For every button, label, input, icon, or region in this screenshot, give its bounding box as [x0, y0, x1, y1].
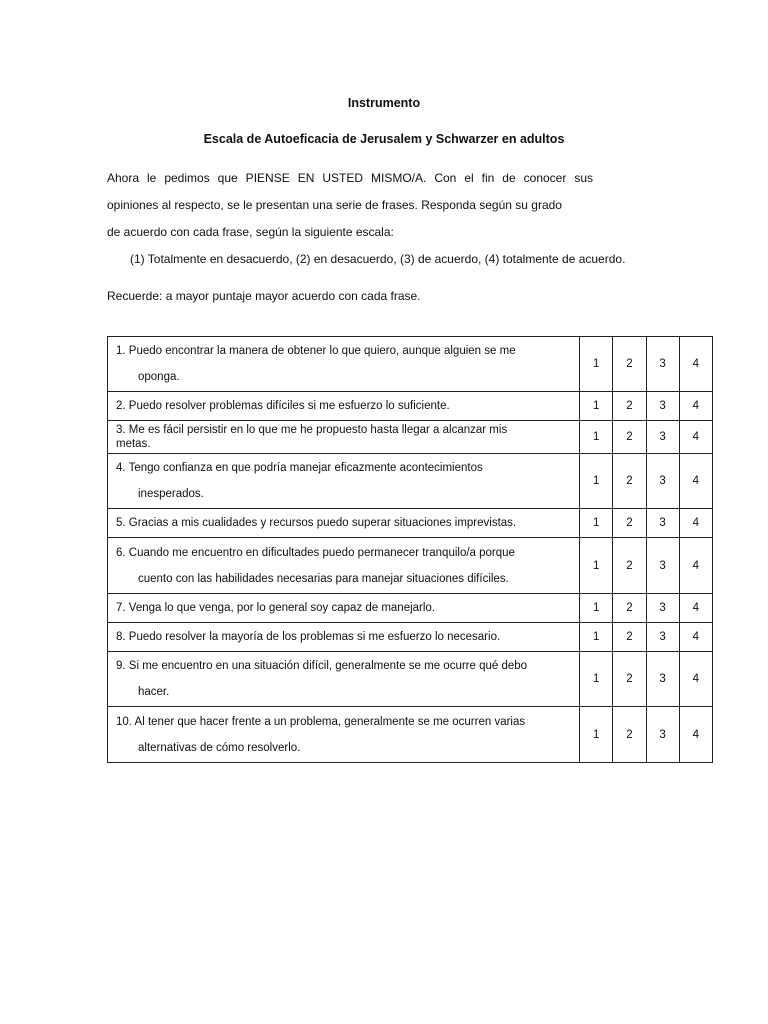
item-statement-line: 10. Al tener que hacer frente a un problema, generalmente se me ocurren varias — [116, 715, 526, 728]
response-option-3[interactable]: 3 — [646, 421, 679, 454]
response-option-1[interactable]: 1 — [580, 509, 613, 538]
response-option-4[interactable]: 4 — [679, 652, 712, 707]
item-statement-line: oponga. — [138, 371, 180, 383]
items-table — [107, 336, 713, 763]
table-row — [108, 594, 713, 623]
item-statement — [108, 594, 580, 623]
response-option-2[interactable]: 2 — [613, 454, 646, 509]
table-row — [108, 337, 713, 392]
response-option-2[interactable]: 2 — [613, 337, 646, 392]
document-subtitle: Escala de Autoeficacia de Jerusalem y Schwarzer en adultos — [203, 132, 565, 146]
intro-line: de acuerdo con cada frase, según la siguiente escala: — [107, 225, 394, 239]
response-option-1[interactable]: 1 — [580, 707, 613, 763]
response-option-3[interactable]: 3 — [646, 454, 679, 509]
table-row — [108, 623, 713, 652]
response-option-2[interactable]: 2 — [613, 421, 646, 454]
response-option-1[interactable]: 1 — [580, 392, 613, 421]
response-option-4[interactable]: 4 — [679, 509, 712, 538]
item-statement — [108, 509, 580, 538]
document-title: Instrumento — [347, 96, 421, 110]
item-statement-line: 5. Gracias a mis cualidades y recursos puedo superar situaciones imprevistas. — [116, 517, 517, 529]
item-statement-line: metas. — [116, 438, 151, 450]
item-statement-line: 8. Puedo resolver la mayoría de los problemas si me esfuerzo lo necesario. — [116, 631, 501, 643]
response-option-3[interactable]: 3 — [646, 652, 679, 707]
response-option-4[interactable]: 4 — [679, 392, 712, 421]
table-row — [108, 652, 713, 707]
response-option-1[interactable]: 1 — [580, 337, 613, 392]
item-statement-line: alternativas de cómo resolverlo. — [138, 741, 301, 754]
response-option-1[interactable]: 1 — [580, 421, 613, 454]
intro-line: Ahora le pedimos que PIENSE EN USTED MISMO/A. Con el fin de conocer sus — [107, 171, 593, 185]
item-statement-line: 2. Puedo resolver problemas difíciles si me esfuerzo lo suficiente. — [116, 400, 450, 412]
table-row — [108, 707, 713, 763]
response-option-4[interactable]: 4 — [679, 454, 712, 509]
response-option-3[interactable]: 3 — [646, 623, 679, 652]
item-statement-line: 4. Tengo confianza en que podría manejar eficazmente acontecimientos — [116, 462, 483, 474]
item-statement-line: 6. Cuando me encuentro en dificultades puedo permanecer tranquilo/a porque — [116, 546, 515, 559]
item-statement — [108, 652, 580, 707]
response-option-1[interactable]: 1 — [580, 623, 613, 652]
response-option-2[interactable]: 2 — [613, 538, 646, 594]
intro-line: opiniones al respecto, se le presentan una serie de frases. Responda según su grado — [107, 198, 562, 212]
response-option-3[interactable]: 3 — [646, 337, 679, 392]
item-statement-line: 1. Puedo encontrar la manera de obtener lo que quiero, aunque alguien se me — [116, 345, 516, 357]
item-statement — [108, 454, 580, 509]
item-statement — [108, 421, 580, 454]
response-option-2[interactable]: 2 — [613, 707, 646, 763]
item-statement-line: 7. Venga lo que venga, por lo general soy capaz de manejarlo. — [116, 602, 436, 614]
table-row — [108, 392, 713, 421]
item-statement — [108, 538, 580, 594]
response-option-4[interactable]: 4 — [679, 594, 712, 623]
response-option-3[interactable]: 3 — [646, 594, 679, 623]
table-row — [108, 509, 713, 538]
response-option-1[interactable]: 1 — [580, 594, 613, 623]
item-statement-line: cuento con las habilidades necesarias para manejar situaciones difíciles. — [138, 572, 509, 585]
item-statement — [108, 337, 580, 392]
response-option-3[interactable]: 3 — [646, 707, 679, 763]
response-option-4[interactable]: 4 — [679, 623, 712, 652]
reminder-text: Recuerde: a mayor puntaje mayor acuerdo con cada frase. — [107, 289, 421, 303]
response-option-3[interactable]: 3 — [646, 538, 679, 594]
table-row — [108, 538, 713, 594]
item-statement-line: hacer. — [138, 686, 170, 698]
response-option-4[interactable]: 4 — [679, 538, 712, 594]
table-row — [108, 454, 713, 509]
item-statement — [108, 707, 580, 763]
item-statement — [108, 392, 580, 421]
response-option-2[interactable]: 2 — [613, 594, 646, 623]
response-option-2[interactable]: 2 — [613, 623, 646, 652]
response-option-2[interactable]: 2 — [613, 652, 646, 707]
item-statement-line: 3. Me es fácil persistir en lo que me he propuesto hasta llegar a alcanzar mis — [116, 424, 508, 436]
response-option-4[interactable]: 4 — [679, 707, 712, 763]
scale-legend: (1) Totalmente en desacuerdo, (2) en desacuerdo, (3) de acuerdo, (4) totalmente de acuerdo. — [130, 252, 626, 266]
response-option-2[interactable]: 2 — [613, 509, 646, 538]
item-statement-line: 9. Si me encuentro en una situación difícil, generalmente se me ocurre qué debo — [116, 660, 528, 672]
response-option-3[interactable]: 3 — [646, 392, 679, 421]
response-option-4[interactable]: 4 — [679, 337, 712, 392]
item-statement-line: inesperados. — [138, 488, 204, 500]
response-option-2[interactable]: 2 — [613, 392, 646, 421]
table-row — [108, 421, 713, 454]
item-statement — [108, 623, 580, 652]
response-option-1[interactable]: 1 — [580, 454, 613, 509]
intro-paragraph — [107, 165, 593, 246]
response-option-1[interactable]: 1 — [580, 538, 613, 594]
response-option-3[interactable]: 3 — [646, 509, 679, 538]
response-option-4[interactable]: 4 — [679, 421, 712, 454]
response-option-1[interactable]: 1 — [580, 652, 613, 707]
